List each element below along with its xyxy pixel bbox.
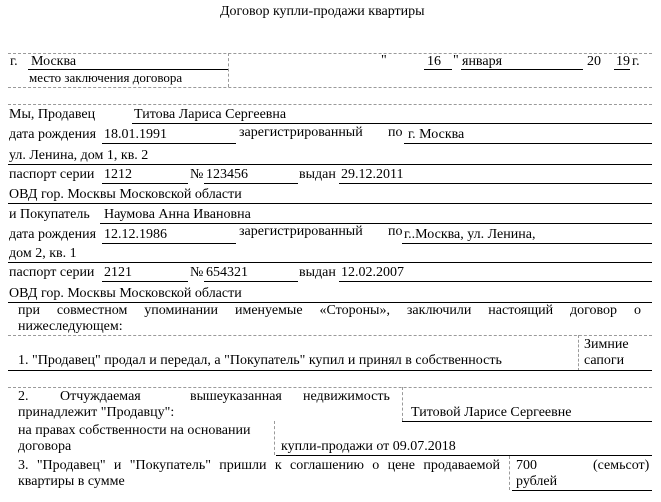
buyer-reg-label: зарегистрированный bbox=[239, 224, 363, 239]
underline bbox=[461, 69, 583, 70]
buyer-number[interactable]: 654321 bbox=[206, 265, 248, 280]
underline bbox=[339, 183, 652, 184]
cell-divider bbox=[228, 53, 229, 87]
underline bbox=[132, 123, 652, 124]
clause2-word2: вышеуказанная bbox=[190, 389, 282, 404]
clause3-amount-words[interactable]: (семьсот) bbox=[593, 458, 650, 473]
day-value[interactable]: 16 bbox=[427, 54, 441, 69]
preamble-line2: нижеследующем: bbox=[18, 319, 123, 334]
city-value[interactable]: Москва bbox=[31, 54, 77, 69]
clause1-object-line2[interactable]: сапоги bbox=[584, 353, 625, 368]
table-border bbox=[8, 104, 652, 105]
seller-intro: Мы, Продавец bbox=[9, 107, 96, 122]
underline bbox=[8, 370, 652, 371]
seller-passport-label: паспорт серии bbox=[9, 167, 95, 182]
clause2-owner[interactable]: Титовой Ларисе Сергеевне bbox=[411, 405, 572, 420]
underline bbox=[8, 262, 652, 263]
clause2-num: 2. bbox=[18, 389, 29, 404]
cell-divider bbox=[402, 387, 403, 421]
city-prefix: г. bbox=[10, 54, 18, 69]
year-postfix: г. bbox=[632, 54, 640, 69]
preamble-line1: при совместном упоминании именуемые «Стороны», заключили настоящий договор о bbox=[18, 303, 641, 318]
clause3-amount[interactable]: 700 bbox=[516, 458, 537, 473]
underline bbox=[339, 281, 652, 282]
seller-no-label: № bbox=[190, 167, 204, 182]
seller-name[interactable]: Титова Лариса Сергеевна bbox=[134, 107, 287, 122]
underline bbox=[102, 281, 188, 282]
underline bbox=[102, 143, 236, 144]
seller-issuer[interactable]: ОВД гор. Москвы Московской области bbox=[9, 187, 242, 202]
clause1-object-line1[interactable]: Зимние bbox=[584, 337, 629, 352]
buyer-issuer[interactable]: ОВД гор. Москвы Московской области bbox=[9, 286, 242, 301]
underline bbox=[512, 490, 652, 491]
buyer-issued-date[interactable]: 12.02.2007 bbox=[341, 265, 404, 280]
document-title: Договор купли-продажи квартиры bbox=[220, 4, 425, 19]
seller-reg-city[interactable]: г. Москва bbox=[408, 127, 465, 142]
buyer-passport-label: паспорт серии bbox=[9, 265, 95, 280]
underline bbox=[8, 164, 652, 165]
cell-divider bbox=[509, 456, 510, 490]
buyer-dob[interactable]: 12.12.1986 bbox=[104, 227, 167, 242]
seller-dob-label: дата рождения bbox=[9, 127, 97, 142]
underline bbox=[100, 223, 652, 224]
buyer-dob-label: дата рождения bbox=[9, 227, 97, 242]
table-border bbox=[8, 335, 652, 336]
table-border bbox=[8, 87, 652, 88]
seller-address[interactable]: ул. Ленина, дом 1, кв. 2 bbox=[9, 148, 149, 163]
buyer-series[interactable]: 2121 bbox=[104, 265, 132, 280]
buyer-name[interactable]: Наумова Анна Ивановна bbox=[104, 207, 251, 222]
underline bbox=[276, 455, 652, 456]
clause3-line1: 3. "Продавец" и "Покупатель" пришли к соглашению о цене продаваемой bbox=[18, 458, 500, 473]
buyer-no-label: № bbox=[190, 265, 204, 280]
month-value[interactable]: января bbox=[462, 54, 503, 69]
year-prefix: 20 bbox=[587, 54, 601, 69]
seller-issued-date[interactable]: 29.12.2011 bbox=[341, 167, 404, 182]
buyer-reg-city[interactable]: г..Москва, ул. Ленина, bbox=[404, 227, 536, 242]
clause1-text: 1. "Продавец" продал и передал, а "Покупатель" купил и принял в собственность bbox=[18, 353, 502, 368]
place-caption: место заключения договора bbox=[29, 70, 183, 85]
seller-dob[interactable]: 18.01.1991 bbox=[104, 127, 167, 142]
underline bbox=[404, 143, 652, 144]
table-border bbox=[8, 387, 652, 388]
buyer-intro: и Покупатель bbox=[9, 207, 90, 222]
clause2-word1: Отчуждаемая bbox=[60, 389, 141, 404]
underline bbox=[424, 69, 452, 70]
underline bbox=[204, 281, 298, 282]
underline bbox=[402, 421, 652, 422]
seller-issued-label: выдан bbox=[299, 167, 336, 182]
underline bbox=[614, 69, 630, 70]
clause3-currency[interactable]: рублей bbox=[516, 474, 558, 489]
seller-reg-label: зарегистрированный bbox=[239, 125, 363, 140]
cell-divider bbox=[578, 335, 579, 371]
seller-reg-po: по bbox=[388, 125, 403, 140]
underline bbox=[102, 183, 188, 184]
clause2-line2: принадлежит "Продавцу": bbox=[18, 405, 175, 420]
underline bbox=[8, 203, 652, 204]
clause2-basis1: на правах собственности на основании bbox=[18, 423, 251, 438]
clause2-basis-doc[interactable]: купли-продажи от 09.07.2018 bbox=[281, 439, 456, 454]
buyer-reg-po: по bbox=[388, 224, 403, 239]
underline bbox=[204, 183, 298, 184]
clause3-line2: квартиры в сумме bbox=[18, 474, 125, 489]
seller-number[interactable]: 123456 bbox=[206, 167, 248, 182]
underline bbox=[102, 243, 236, 244]
quote-close: " bbox=[453, 53, 459, 68]
table-border bbox=[8, 53, 652, 54]
seller-series[interactable]: 1212 bbox=[104, 167, 132, 182]
clause2-word3: недвижимость bbox=[303, 389, 390, 404]
buyer-address[interactable]: дом 2, кв. 1 bbox=[9, 246, 77, 261]
cell-divider bbox=[274, 421, 275, 455]
buyer-issued-label: выдан bbox=[299, 265, 336, 280]
underline bbox=[402, 243, 652, 244]
quote-open: " bbox=[381, 53, 387, 68]
year-value[interactable]: 19 bbox=[616, 54, 630, 69]
clause2-basis2: договора bbox=[18, 439, 72, 454]
